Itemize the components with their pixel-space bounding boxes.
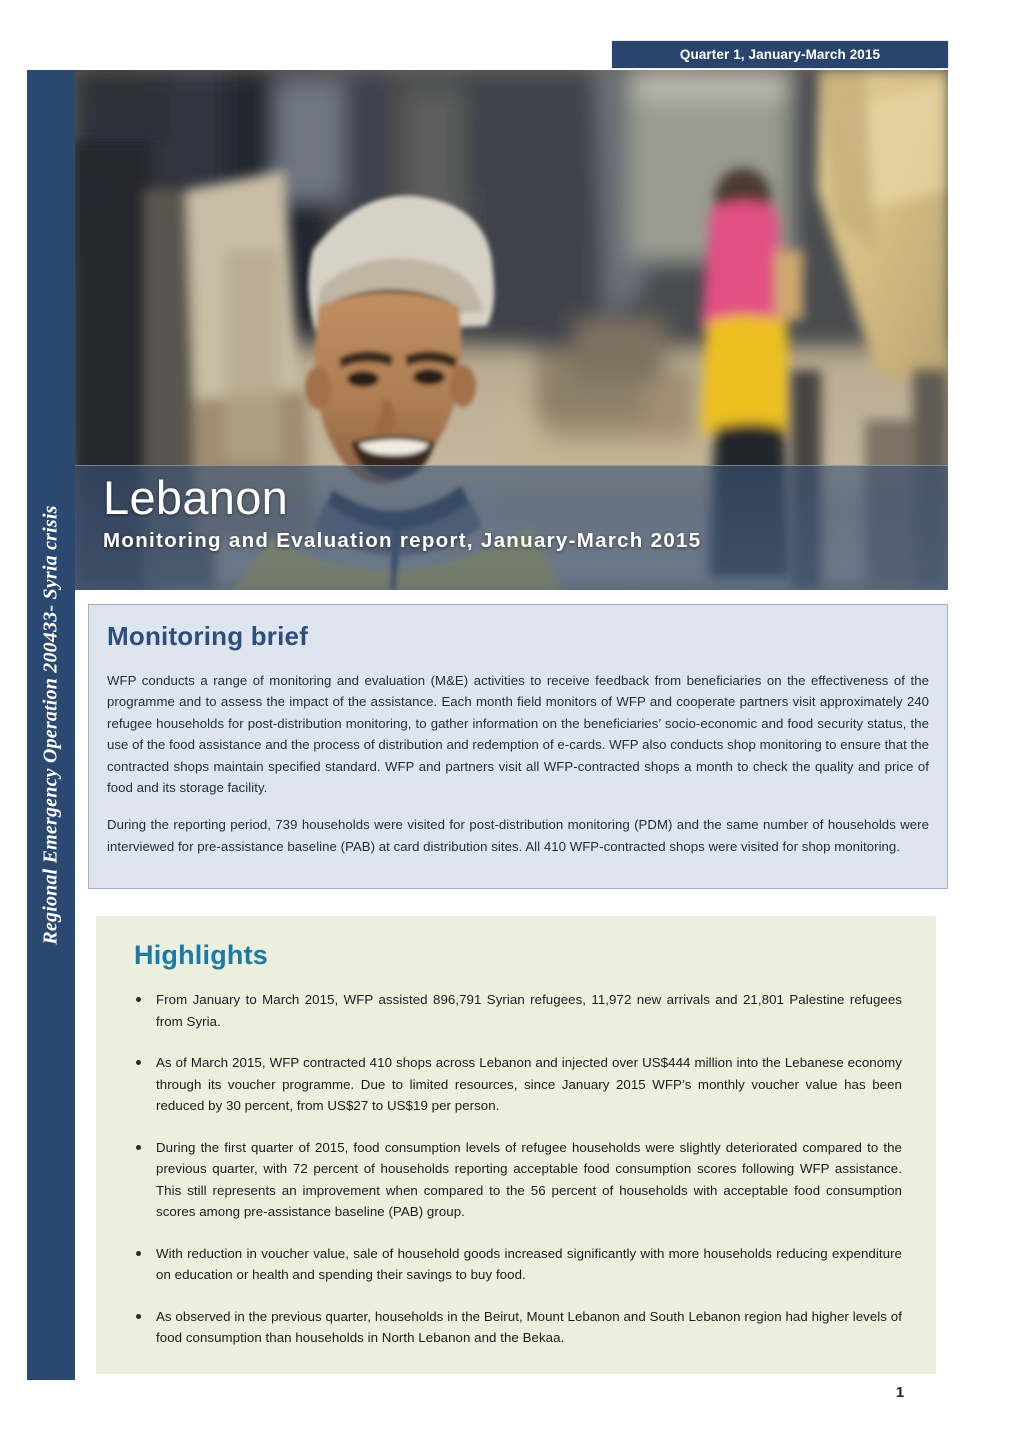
monitoring-brief-paragraph-1: WFP conducts a range of monitoring and evaluation (M&E) activities to receive feedback from beneficiaries on the effectiveness of the programme and to assess the impact of the assistance. Each month field monitors of WFP and cooperate partners visit approximately 240 refugee households for post-distribution monitoring, to gather information on the beneficiaries’ socio-economic and food security status, the use of the food assistance and the process of distribution and redemption of e-cards. WFP also conducts shop monitoring to ensure that the contracted shops maintain specified standard. WFP and partners visit all WFP-contracted shops a month to check the quality and price of food and its storage facility.: [107, 673, 929, 795]
monitoring-brief-paragraph-2: During the reporting period, 739 households were visited for post-distribution monitoring (PDM) and the same number of households were interviewed for pre-assistance baseline (PAB) at card distribution sites. All 410 WFP-contracted shops were visited for shop monitoring.: [107, 817, 929, 854]
page-title: Lebanon: [103, 471, 289, 524]
list-item: With reduction in voucher value, sale of household goods increased significantly with more households reducing expenditure on education or health and spending their savings to buy food.: [156, 1243, 902, 1286]
highlights-list: [122, 989, 910, 1349]
list-item: As observed in the previous quarter, households in the Beirut, Mount Lebanon and South Lebanon region had higher levels of food consumption than households in North Lebanon and the Bekaa.: [156, 1306, 902, 1349]
monitoring-brief-heading: Monitoring brief: [107, 621, 309, 651]
list-item: From January to March 2015, WFP assisted 896,791 Syrian refugees, 11,972 new arrivals and 21,801 Palestine refugees from Syria.: [156, 989, 902, 1032]
quarter-header-bar: Quarter 1, January-March 2015: [612, 41, 948, 68]
page-number: 1: [895, 1384, 905, 1401]
page-subtitle: Monitoring and Evaluation report, January-March 2015: [103, 528, 702, 552]
list-item: During the first quarter of 2015, food consumption levels of refugee households were slightly deteriorated compared to the previous quarter, with 72 percent of households reporting acceptable food consumption scores following WFP assistance. This still represents an improvement when compared to the 56 percent of households with acceptable food consumption scores among pre-assistance baseline (PAB) group.: [156, 1137, 902, 1223]
hero-photo: [75, 70, 948, 590]
highlights-panel: [96, 916, 936, 1374]
monitoring-brief-panel: [88, 604, 948, 889]
sidebar-spine-label: Regional Emergency Operation 200433- Syria crisis: [39, 505, 62, 945]
list-item: As of March 2015, WFP contracted 410 shops across Lebanon and injected over US$444 million into the Lebanese economy through its voucher programme. Due to limited resources, since January 2015 WFP’s monthly voucher value has been reduced by 30 percent, from US$27 to US$19 per person.: [156, 1052, 902, 1117]
highlights-heading: Highlights: [134, 940, 268, 970]
hero-caption-band: [75, 465, 948, 590]
sidebar-spine: [27, 70, 75, 1380]
